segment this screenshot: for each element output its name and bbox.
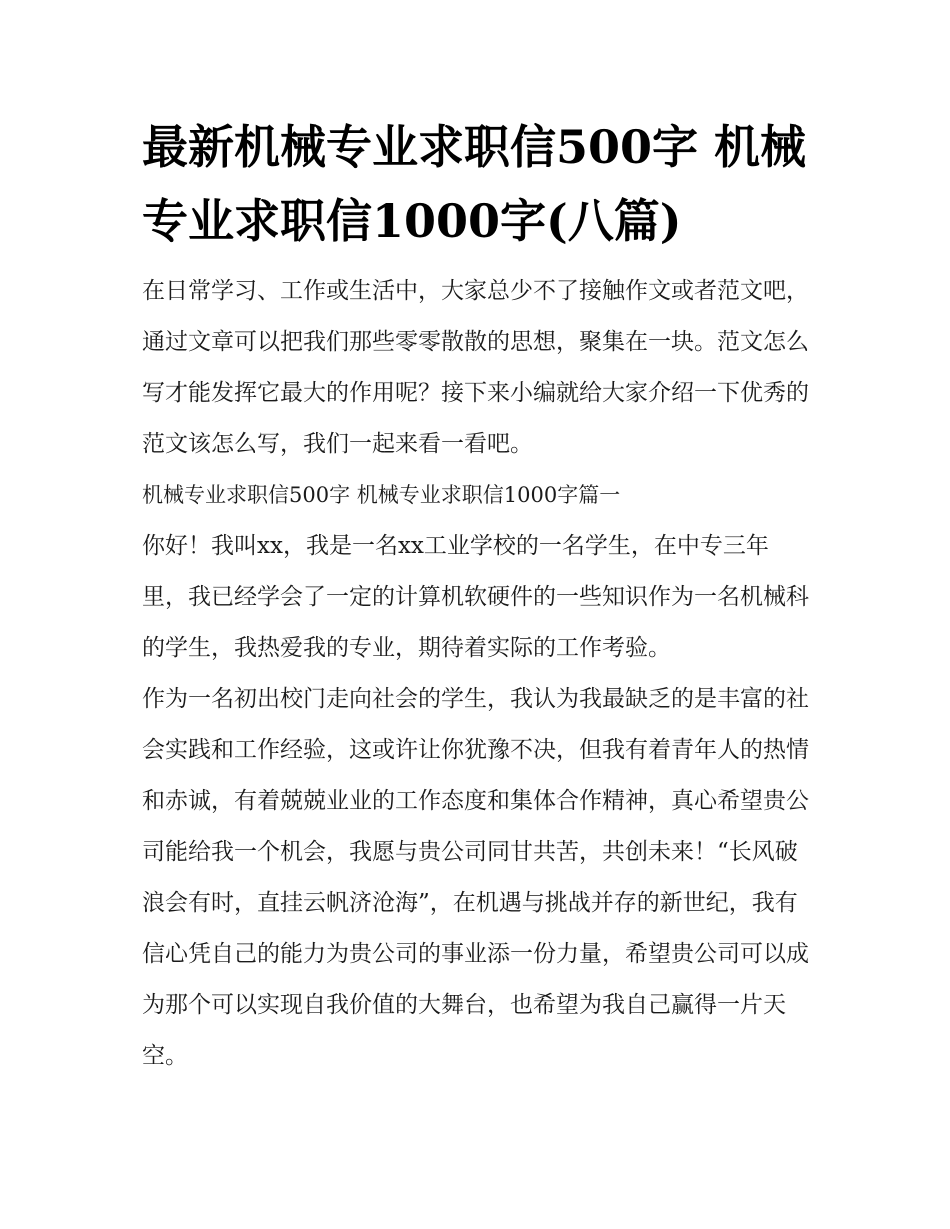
document-title: 最新机械专业求职信500字 机械专业求职信1000字(八篇) [142,120,807,248]
body-paragraph-1: 你好！我叫xx，我是一名xx工业学校的一名学生，在中专三年里，我已经学会了一定的计算机软硬件的一些知识作为一名机械科的学生，我热爱我的专业，期待着实际的工作考验。 [142,533,809,661]
section-heading: 机械专业求职信500字 机械专业求职信1000字篇一 [142,483,621,507]
intro-paragraph: 在日常学习、工作或生活中，大家总少不了接触作文或者范文吧，通过文章可以把我们那些零零散散的思想，聚集在一块。范文怎么写才能发挥它最大的作用呢？接下来小编就给大家介绍一下优秀的范文该怎么写，我们一起来看一看吧。 [142,278,809,457]
document-body [142,110,814,1082]
body-paragraph-2: 作为一名初出校门走向社会的学生，我认为我最缺乏的是丰富的社会实践和工作经验，这或许让你犹豫不决，但我有着青年人的热情和赤诚，有着兢兢业业的工作态度和集体合作精神，真心希望贵公司能给我一个机会，我愿与贵公司同甘共苦，共创未来！“长风破浪会有时，直挂云帆济沧海”，在机遇与挑战并存的新世纪，我有信心凭自己的能力为贵公司的事业添一份力量，希望贵公司可以成为那个可以实现自我价值的大舞台，也希望为我自己赢得一片天空。 [142,686,809,1069]
